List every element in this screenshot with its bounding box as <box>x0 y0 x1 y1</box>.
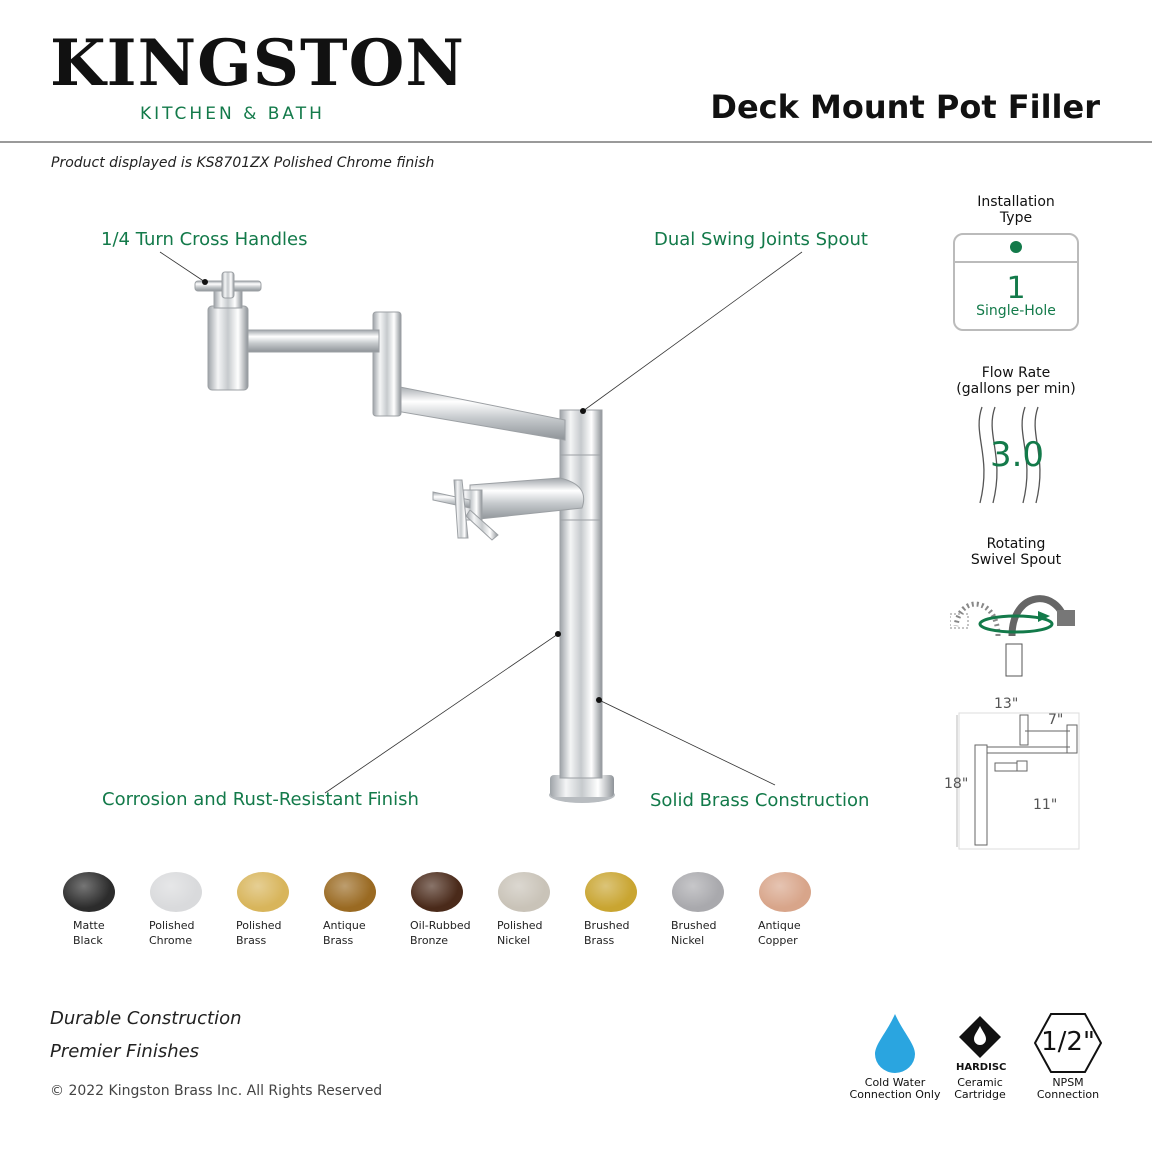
finish-label <box>671 918 751 948</box>
dimension-height: 18" <box>944 776 969 792</box>
finish-label-line1: Oil-Rubbed <box>410 919 471 932</box>
finish-label-line2: Nickel <box>671 934 705 947</box>
footer-durable: Durable Construction <box>50 1008 242 1029</box>
finish-swatch <box>585 872 637 912</box>
finish-label-line2: Brass <box>323 934 354 947</box>
hardisc-line2: Cartridge <box>954 1088 1006 1101</box>
copyright-text: 2022 Kingston Brass Inc. All Rights Reserved <box>68 1083 383 1099</box>
finish-label-line1: Brushed <box>671 919 717 932</box>
installation-heading-line1: Installation <box>977 194 1055 210</box>
finish-swatch <box>498 872 550 912</box>
finish-label <box>758 918 838 948</box>
finish-swatch <box>324 872 376 912</box>
finish-label <box>584 918 664 948</box>
finish-swatch <box>237 872 289 912</box>
finish-label <box>236 918 316 948</box>
water-drop-icon <box>872 1012 918 1074</box>
swivel-spout-icon <box>950 578 1082 678</box>
finish-label-line2: Nickel <box>497 934 531 947</box>
flow-heading-line1: Flow Rate <box>981 365 1051 381</box>
cold-water-line2: Connection Only <box>849 1088 941 1101</box>
finish-label-line1: Antique <box>758 919 801 932</box>
hardisc-brand: HARDISC <box>956 1062 1007 1073</box>
swivel-heading-line1: Rotating <box>986 536 1046 552</box>
finish-swatch <box>150 872 202 912</box>
installation-label: Single-Hole <box>976 303 1056 319</box>
hardisc-cartridge-icon <box>957 1014 1003 1060</box>
hole-icon <box>1010 241 1022 253</box>
finish-swatch <box>63 872 115 912</box>
installation-heading-line2: Type <box>999 210 1033 226</box>
hardisc-line1: Ceramic <box>957 1076 1003 1089</box>
brand-logo: KINGSTON <box>50 26 465 101</box>
hardisc-label <box>930 1077 1030 1101</box>
finish-label-line2: Bronze <box>410 934 449 947</box>
finish-label-line2: Brass <box>584 934 615 947</box>
flow-heading-line2: (gallons per min) <box>956 381 1076 397</box>
finish-label-line1: Polished <box>149 919 195 932</box>
brand-subtitle: KITCHEN & BATH <box>140 104 325 124</box>
finish-label-line1: Matte <box>73 919 105 932</box>
finish-swatch <box>759 872 811 912</box>
callout-spout: Dual Swing Joints Spout <box>654 229 868 250</box>
installation-count: 1 <box>1006 271 1026 306</box>
callout-handles: 1/4 Turn Cross Handles <box>101 229 308 250</box>
swivel-heading-line2: Swivel Spout <box>970 552 1062 568</box>
finish-label-line1: Antique <box>323 919 366 932</box>
finish-label <box>149 918 229 948</box>
finish-label-line1: Polished <box>497 919 543 932</box>
flow-rate-value: 3.0 <box>989 435 1045 475</box>
finish-label-line2: Brass <box>236 934 267 947</box>
npsm-label <box>1018 1077 1118 1101</box>
finish-label <box>410 918 490 948</box>
installation-heading <box>941 194 1091 226</box>
finish-swatch <box>411 872 463 912</box>
finish-label <box>323 918 403 948</box>
callout-finish: Corrosion and Rust-Resistant Finish <box>102 789 419 810</box>
copyright-icon: © <box>50 1083 64 1099</box>
finish-label <box>73 918 153 948</box>
finish-label-line1: Brushed <box>584 919 630 932</box>
finish-label-line1: Polished <box>236 919 282 932</box>
swivel-heading <box>941 536 1091 568</box>
callout-construction: Solid Brass Construction <box>650 790 870 811</box>
footer-finishes: Premier Finishes <box>50 1041 200 1062</box>
finish-label-line2: Copper <box>758 934 798 947</box>
product-caption: Product displayed is KS8701ZX Polished Chrome finish <box>51 155 435 171</box>
dimension-spout-height: 11" <box>1033 797 1058 813</box>
copyright <box>50 1083 382 1099</box>
dimension-diagram <box>955 695 1085 855</box>
cold-water-line1: Cold Water <box>864 1076 926 1089</box>
flow-heading <box>941 365 1091 397</box>
finish-label-line2: Chrome <box>149 934 193 947</box>
npsm-line1: NPSM <box>1052 1076 1084 1089</box>
finish-label <box>497 918 577 948</box>
dimension-depth: 7" <box>1048 712 1064 728</box>
sink-edge-line <box>955 261 1077 263</box>
installation-type-panel <box>953 233 1079 331</box>
npsm-size: 1/2" <box>1041 1027 1095 1057</box>
finish-swatch <box>672 872 724 912</box>
dimension-reach: 13" <box>994 696 1019 712</box>
page-title: Deck Mount Pot Filler <box>710 88 1100 126</box>
npsm-line2: Connection <box>1036 1088 1100 1101</box>
finish-label-line2: Black <box>73 934 103 947</box>
